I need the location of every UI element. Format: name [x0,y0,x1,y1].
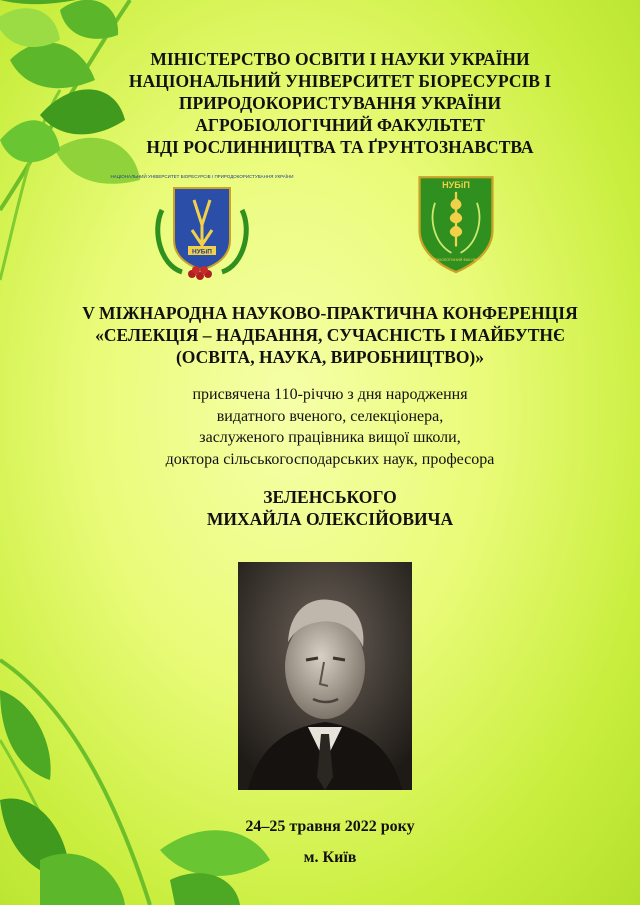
header-line: ПРИРОДОКОРИСТУВАННЯ УКРАЇНИ [178,93,502,113]
crest-top-text: НУБіП [442,180,470,191]
dedication-line: доктора сільськогосподарських наук, професора [165,450,495,468]
header-line: АГРОБІОЛОГІЧНИЙ ФАКУЛЬТЕТ [195,115,485,135]
dedication-line: присвячена 110-річчю з дня народження [192,386,468,403]
dedication-line: заслуженого працівника вищої школи, [199,429,461,446]
event-city: м. Київ [303,849,357,866]
crest-bottom-text: АГРОБІОЛОГІЧНИЙ ФАКУЛЬТЕТ [428,258,484,263]
conference-line: V МІЖНАРОДНА НАУКОВО-ПРАКТИЧНА КОНФЕРЕНЦІЯ [82,303,578,323]
conference-title [40,302,620,368]
portrait-photo [238,562,412,790]
portrait-illustration [238,562,412,790]
crest-bottom-text: НУБіП [192,248,212,256]
institution-header [110,48,570,158]
conference-line: «СЕЛЕКЦІЯ – НАДБАННЯ, СУЧАСНІСТЬ І МАЙБУТНЄ [95,325,565,345]
honoree-name [90,486,570,530]
honoree-given-names: МИХАЙЛА ОЛЕКСІЙОВИЧА [206,509,454,529]
faculty-crest-logo [415,166,497,276]
header-line: НАЦІОНАЛЬНИЙ УНІВЕРСИТЕТ БІОРЕСУРСІВ І [128,71,552,91]
event-date: 24–25 травня 2022 року [245,818,415,835]
crest-top-text: НАЦІОНАЛЬНИЙ УНІВЕРСИТЕТ БІОРЕСУРСІВ І ПРИРОДОКОРИСТУВАННЯ УКРАЇНИ [110,174,294,179]
dedication-line: видатного вченого, селекціонера, [216,407,444,425]
header-line: НДІ РОСЛИННИЦТВА ТА ҐРУНТОЗНАВСТВА [146,137,534,157]
honoree-surname: ЗЕЛЕНСЬКОГО [263,487,397,507]
conference-line: (ОСВІТА, НАУКА, ВИРОБНИЦТВО)» [175,347,485,367]
header-line: МІНІСТЕРСТВО ОСВІТИ І НАУКИ УКРАЇНИ [150,49,530,69]
dedication-text [90,384,570,470]
university-crest-logo [110,170,294,280]
